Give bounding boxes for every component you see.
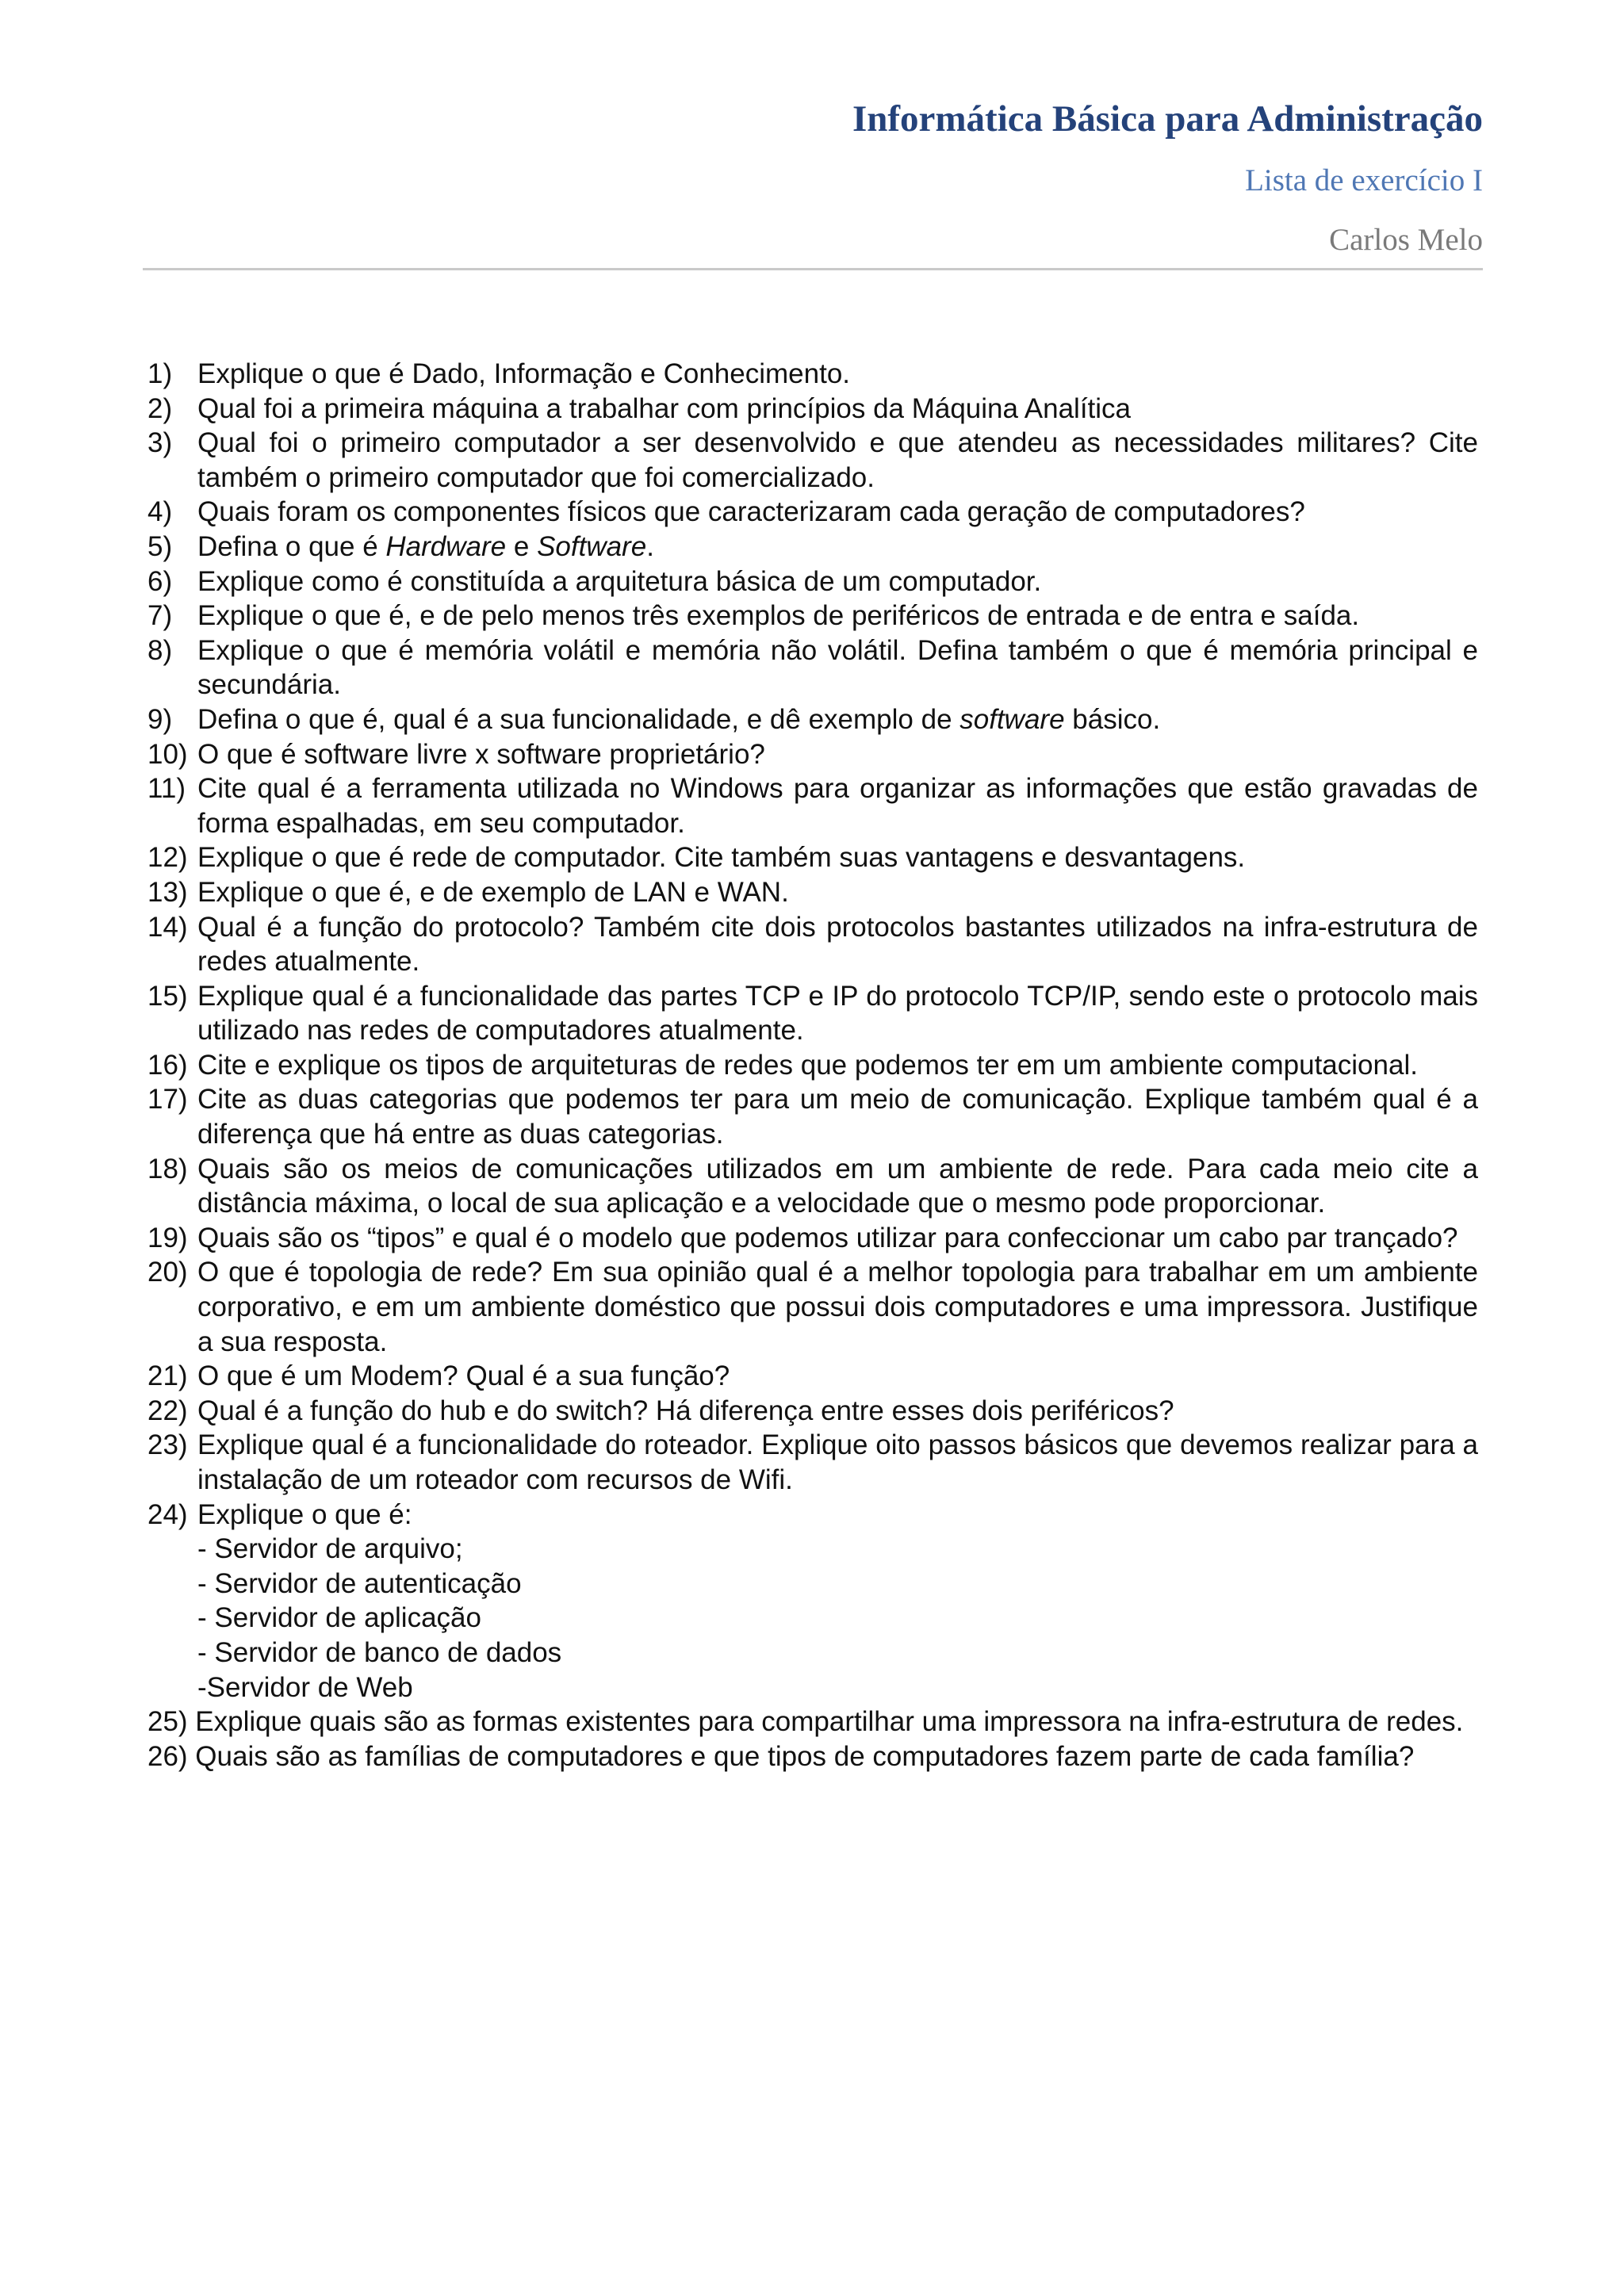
question-text-italic: Hardware [385, 530, 507, 562]
question-item [147, 1428, 1478, 1497]
question-text: Cite as duas categorias que podemos ter para um meio de comunicação. Explique também qual é a diferença que há entre as duas categorias. [197, 1084, 1478, 1150]
question-number: 23) [147, 1429, 188, 1461]
sub-item: - Servidor de aplicação [197, 1602, 481, 1634]
question-item [147, 530, 1478, 564]
question-text: Qual foi o primeiro computador a ser desenvolvido e que atendeu as necessidades militares? Cite também o primeiro computador que foi comercializado. [197, 427, 1478, 493]
question-item [147, 771, 1478, 840]
question-item [147, 1255, 1478, 1359]
question-number: 14) [147, 911, 188, 943]
document-title: Informática Básica para Administração [852, 98, 1483, 140]
question-item [147, 979, 1478, 1048]
question-text-part: e [506, 530, 538, 562]
question-text-part: Defina o que é, qual é a sua funcionalidade, e dê exemplo de [197, 703, 960, 735]
question-item [147, 875, 1478, 910]
question-item [147, 1048, 1478, 1083]
question-number: 18) [147, 1153, 188, 1184]
question-text: Explique qual é a funcionalidade do roteador. Explique oito passos básicos que devemos realizar para a instalação de um roteador com recursos de Wifi. [197, 1429, 1478, 1495]
question-text: Qual é a função do protocolo? Também cite dois protocolos bastantes utilizados na infra-estrutura de redes atualmente. [197, 911, 1478, 978]
question-number: 12) [147, 842, 188, 874]
question-text [197, 530, 1478, 564]
question-item [147, 840, 1478, 875]
question-item [147, 737, 1478, 772]
question-paragraph: 25) Explique quais são as formas existentes para compartilhar uma impressora na infra-estrutura de redes. [147, 1706, 1464, 1738]
header-divider [143, 268, 1483, 270]
question-text-italic: Software [537, 530, 647, 562]
question-item [147, 1498, 1478, 1533]
sub-item: - Servidor de banco de dados [197, 1636, 562, 1668]
question-text: O que é topologia de rede? Em sua opinião qual é a melhor topologia para trabalhar em um ambiente corporativo, e em um ambiente doméstico que possui dois computadores e uma impressora. Justifique a sua resposta. [197, 1257, 1478, 1357]
question-paragraph: 26) Quais são as famílias de computadores e que tipos de computadores fazem parte de cada família? [147, 1740, 1415, 1772]
sub-item: -Servidor de Web [197, 1671, 413, 1703]
question-number: 21) [147, 1360, 188, 1392]
question-item [147, 633, 1478, 702]
question-item [147, 564, 1478, 599]
question-text: Quais são os meios de comunicações utilizados em um ambiente de rede. Para cada meio cite a distância máxima, o local de sua aplicação e a velocidade que o mesmo pode proporcionar. [197, 1153, 1478, 1219]
question-number: 3) [147, 427, 173, 459]
question-text: Explique o que é rede de computador. Cite também suas vantagens e desvantagens. [197, 842, 1246, 874]
question-item [147, 1082, 1478, 1151]
question-text: Explique o que é, e de pelo menos três exemplos de periféricos de entrada e de entra e saída. [197, 600, 1360, 632]
question-text-part: básico. [1064, 703, 1161, 735]
question-number: 1) [147, 358, 173, 389]
question-text [197, 702, 1478, 737]
question-text-italic: software [959, 703, 1065, 735]
question-number: 4) [147, 496, 173, 528]
question-item [147, 1359, 1478, 1394]
question-number: 13) [147, 876, 188, 908]
question-text: Explique o que é memória volátil e memória não volátil. Defina também o que é memória principal e secundária. [197, 634, 1478, 701]
question-list [147, 357, 1478, 1774]
question-number: 15) [147, 980, 188, 1012]
question-number: 8) [147, 634, 173, 666]
question-number: 11) [147, 773, 186, 805]
question-text: O que é um Modem? Qual é a sua função? [197, 1360, 730, 1392]
question-number: 19) [147, 1222, 188, 1253]
question-text: Explique qual é a funcionalidade das partes TCP e IP do protocolo TCP/IP, sendo este o protocolo mais utilizado nas redes de computadores atualmente. [197, 980, 1478, 1047]
question-text: Explique o que é: [197, 1498, 412, 1530]
question-item [147, 1394, 1478, 1429]
document-subtitle: Lista de exercício I [1245, 163, 1483, 197]
question-text: Explique o que é Dado, Informação e Conhecimento. [197, 358, 851, 389]
question-number: 24) [147, 1498, 188, 1530]
question-number: 17) [147, 1084, 188, 1115]
question-number: 5) [147, 530, 173, 562]
question-text: Explique o que é, e de exemplo de LAN e WAN. [197, 876, 789, 908]
sub-item: - Servidor de arquivo; [197, 1533, 463, 1565]
question-text: Cite e explique os tipos de arquiteturas de redes que podemos ter em um ambiente computacional. [197, 1049, 1418, 1081]
question-item [147, 1152, 1478, 1221]
question-text: Qual é a função do hub e do switch? Há diferença entre esses dois periféricos? [197, 1395, 1174, 1426]
question-text-part: Defina o que é [197, 530, 386, 562]
question-number: 2) [147, 392, 173, 424]
question-text: Qual foi a primeira máquina a trabalhar com princípios da Máquina Analítica [197, 392, 1132, 424]
question-item [147, 495, 1478, 530]
question-number: 6) [147, 565, 173, 597]
sub-item: - Servidor de autenticação [197, 1567, 522, 1599]
question-number: 22) [147, 1395, 188, 1426]
question-number: 10) [147, 738, 188, 770]
question-number: 20) [147, 1257, 188, 1288]
question-item [147, 1221, 1478, 1256]
question-text: Quais foram os componentes físicos que caracterizaram cada geração de computadores? [197, 496, 1305, 528]
question-text: O que é software livre x software proprietário? [197, 738, 765, 770]
question-item [147, 702, 1478, 737]
document-author: Carlos Melo [1329, 223, 1483, 257]
question-text: Cite qual é a ferramenta utilizada no Windows para organizar as informações que estão gravadas de forma espalhadas, em seu computador. [197, 773, 1478, 839]
question-item [147, 910, 1478, 979]
question-item [147, 599, 1478, 633]
question-text: Quais são os “tipos” e qual é o modelo que podemos utilizar para confeccionar um cabo par trançado? [197, 1222, 1458, 1253]
question-text-part: . [646, 530, 654, 562]
question-item [147, 357, 1478, 392]
question-number: 9) [147, 703, 173, 735]
question-number: 16) [147, 1049, 188, 1081]
question-number: 7) [147, 600, 173, 632]
question-item [147, 392, 1478, 427]
question-item [147, 426, 1478, 495]
question-text: Explique como é constituída a arquitetura básica de um computador. [197, 565, 1042, 597]
